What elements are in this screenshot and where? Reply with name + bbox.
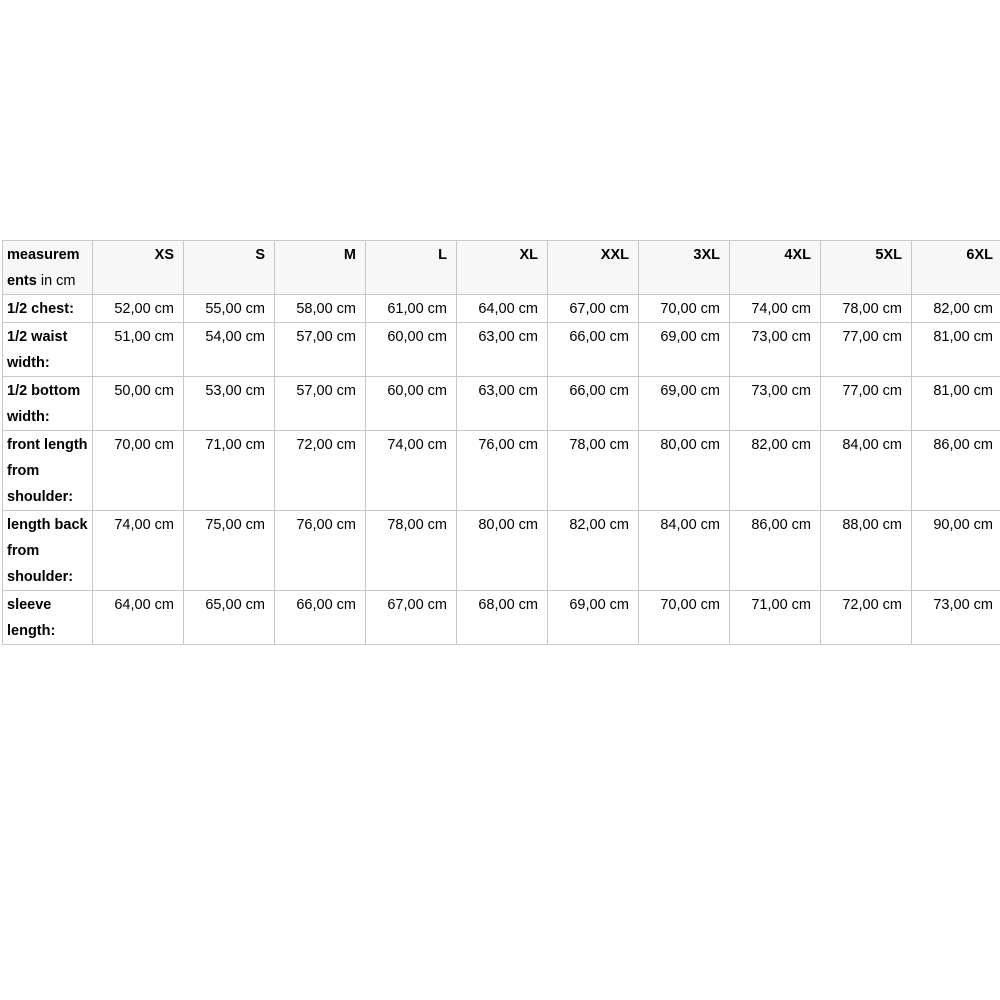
table-cell: 60,00 cm xyxy=(366,323,457,377)
table-cell: 64,00 cm xyxy=(93,591,184,645)
size-table xyxy=(2,240,1000,645)
table-cell: 68,00 cm xyxy=(457,591,548,645)
table-cell: 70,00 cm xyxy=(639,591,730,645)
row-label: length back from shoulder: xyxy=(3,511,93,591)
measurements-header xyxy=(3,241,93,295)
table-cell: 51,00 cm xyxy=(93,323,184,377)
table-cell: 57,00 cm xyxy=(275,323,366,377)
size-header-xs: XS xyxy=(93,241,184,295)
table-cell: 77,00 cm xyxy=(821,323,912,377)
table-cell: 70,00 cm xyxy=(93,431,184,511)
table-cell: 71,00 cm xyxy=(184,431,275,511)
size-chart xyxy=(2,240,1000,645)
table-cell: 77,00 cm xyxy=(821,377,912,431)
table-cell: 50,00 cm xyxy=(93,377,184,431)
table-cell: 64,00 cm xyxy=(457,295,548,323)
table-cell: 76,00 cm xyxy=(457,431,548,511)
table-header-row xyxy=(3,241,1000,295)
table-cell: 73,00 cm xyxy=(730,323,821,377)
row-label: 1/2 bottom width: xyxy=(3,377,93,431)
table-cell: 78,00 cm xyxy=(821,295,912,323)
table-cell: 84,00 cm xyxy=(639,511,730,591)
table-cell: 81,00 cm xyxy=(912,377,1000,431)
table-row xyxy=(3,591,1000,645)
table-cell: 67,00 cm xyxy=(366,591,457,645)
table-row xyxy=(3,431,1000,511)
table-cell: 74,00 cm xyxy=(366,431,457,511)
size-header-xxl: XXL xyxy=(548,241,639,295)
table-cell: 88,00 cm xyxy=(821,511,912,591)
table-cell: 57,00 cm xyxy=(275,377,366,431)
table-cell: 86,00 cm xyxy=(912,431,1000,511)
size-header-m: M xyxy=(275,241,366,295)
row-label: 1/2 chest: xyxy=(3,295,93,323)
table-row xyxy=(3,323,1000,377)
table-cell: 54,00 cm xyxy=(184,323,275,377)
table-cell: 66,00 cm xyxy=(548,323,639,377)
table-cell: 60,00 cm xyxy=(366,377,457,431)
table-row xyxy=(3,295,1000,323)
table-cell: 75,00 cm xyxy=(184,511,275,591)
table-cell: 69,00 cm xyxy=(639,377,730,431)
table-cell: 66,00 cm xyxy=(548,377,639,431)
table-cell: 61,00 cm xyxy=(366,295,457,323)
table-cell: 70,00 cm xyxy=(639,295,730,323)
table-cell: 78,00 cm xyxy=(366,511,457,591)
table-cell: 80,00 cm xyxy=(639,431,730,511)
size-header-4xl: 4XL xyxy=(730,241,821,295)
table-cell: 73,00 cm xyxy=(912,591,1000,645)
table-cell: 86,00 cm xyxy=(730,511,821,591)
size-header-xl: XL xyxy=(457,241,548,295)
table-row xyxy=(3,511,1000,591)
row-label: front length from shoulder: xyxy=(3,431,93,511)
size-header-3xl: 3XL xyxy=(639,241,730,295)
table-cell: 52,00 cm xyxy=(93,295,184,323)
table-cell: 69,00 cm xyxy=(639,323,730,377)
table-cell: 73,00 cm xyxy=(730,377,821,431)
table-cell: 81,00 cm xyxy=(912,323,1000,377)
table-cell: 63,00 cm xyxy=(457,323,548,377)
table-cell: 71,00 cm xyxy=(730,591,821,645)
table-cell: 53,00 cm xyxy=(184,377,275,431)
table-cell: 69,00 cm xyxy=(548,591,639,645)
table-cell: 80,00 cm xyxy=(457,511,548,591)
table-body xyxy=(3,295,1000,645)
size-header-l: L xyxy=(366,241,457,295)
row-label: 1/2 waist width: xyxy=(3,323,93,377)
table-cell: 76,00 cm xyxy=(275,511,366,591)
table-row xyxy=(3,377,1000,431)
table-cell: 55,00 cm xyxy=(184,295,275,323)
table-cell: 90,00 cm xyxy=(912,511,1000,591)
table-cell: 78,00 cm xyxy=(548,431,639,511)
table-cell: 74,00 cm xyxy=(93,511,184,591)
table-cell: 72,00 cm xyxy=(275,431,366,511)
size-header-s: S xyxy=(184,241,275,295)
table-cell: 67,00 cm xyxy=(548,295,639,323)
table-cell: 66,00 cm xyxy=(275,591,366,645)
table-cell: 84,00 cm xyxy=(821,431,912,511)
table-cell: 74,00 cm xyxy=(730,295,821,323)
size-header-5xl: 5XL xyxy=(821,241,912,295)
table-cell: 72,00 cm xyxy=(821,591,912,645)
measurements-label: measurements xyxy=(7,247,80,289)
table-cell: 58,00 cm xyxy=(275,295,366,323)
size-header-6xl: 6XL xyxy=(912,241,1000,295)
table-cell: 82,00 cm xyxy=(730,431,821,511)
table-cell: 82,00 cm xyxy=(548,511,639,591)
unit-label: in cm xyxy=(40,273,76,289)
table-cell: 82,00 cm xyxy=(912,295,1000,323)
table-cell: 65,00 cm xyxy=(184,591,275,645)
row-label: sleeve length: xyxy=(3,591,93,645)
table-cell: 63,00 cm xyxy=(457,377,548,431)
